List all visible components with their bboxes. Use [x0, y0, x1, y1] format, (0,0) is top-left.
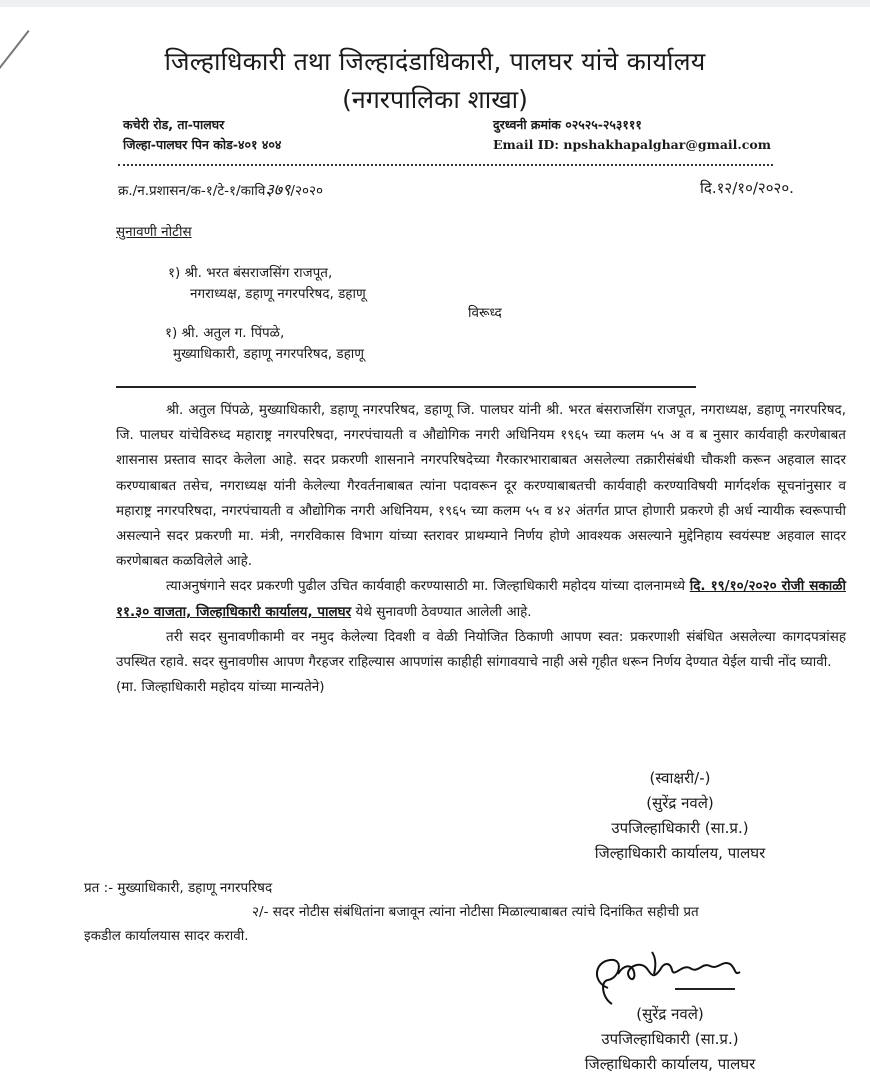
approval-note: (मा. जिल्हाधिकारी महोदय यांच्या मान्यतेने)	[116, 679, 325, 696]
copy-recipient: प्रत :- मुख्याधिकारी, डहाणू नगरपरिषद	[84, 880, 273, 896]
hearing-date-time-place: दि. १९/१०/२०२० रोजी सकाळी ११.३० वाजता, जिल्हाधिकारी कार्यालय, पालघर	[116, 578, 846, 620]
office-title: जिल्हाधिकारी तथा जिल्हादंडाधिकारी, पालघर यांचे कार्यालय	[164, 47, 706, 76]
office-branch: (नगरपालिका शाखा)	[342, 85, 528, 114]
final-signatory-office: जिल्हाधिकारी कार्यालय, पालघर	[584, 1055, 756, 1073]
notice-body	[116, 398, 846, 700]
office-contact	[493, 115, 771, 155]
office-address	[123, 115, 281, 155]
paragraph-2-start: त्याअनुषंगाने सदर प्रकरणी पुढील उचित कार्यवाही करण्यासाठी मा. जिल्हाधिकारी महोदय यांच्या दालनामध्ये	[166, 578, 690, 595]
signatory-designation: उपजिल्हाधिकारी (सा.प्र.)	[611, 819, 749, 837]
reference-suffix: /२०२०	[290, 183, 324, 199]
party-second-title: मुख्याधिकारी, डहाणू नगरपरिषद, डहाणू	[173, 346, 365, 362]
party-second	[165, 323, 364, 365]
final-signatory-designation: उपजिल्हाधिकारी (सा.प्र.)	[601, 1030, 739, 1048]
email-address: Email ID: npshakhapalghar@gmail.com	[493, 137, 771, 152]
final-signature-block	[540, 1002, 800, 1077]
signed-label: (स्वाक्षरी/-)	[649, 769, 711, 787]
reference-prefix: क्र./न.प्रशासन/क-१/टे-१/कावि	[118, 183, 266, 199]
notice-date: दि.१२/१०/२०२०.	[700, 179, 794, 197]
party-first-name: १) श्री. भरत बंसराजसिंग राजपूत,	[168, 265, 333, 281]
signatory-name: (सुरेंद्र नवले)	[646, 794, 714, 812]
handwritten-signature-icon	[590, 948, 760, 1008]
body-paragraph-1: श्री. अतुल पिंपळे, मुख्याधिकारी, डहाणू नगरपरिषद, डहाणू जि. पालघर यांनी श्री. भरत बंसराजसिंग राजपूत, नगराध्यक्ष, डहाणू नगरपरिषद, जि. पालघर यांचेविरुध्द महाराष्ट्र नगरपरिषदा, नगरपंचायती व औद्योगिक नगरी अधिनियम १९६५ च्या कलम ५५ अ व ब नुसार कार्यवाही करणेबाबत शासनास प्रस्ताव सादर केलेला आहे. सदर प्रकरणी शासनाने नगरपरिषदेच्या गैरकारभाराबाबत असलेल्या तक्रारीसंबंधी चौकशी करून अहवाल सादर करण्याबाबत तसेच, नगराध्यक्ष यांनी केलेल्या गैरवर्तनाबाबत त्यांना पदावरून दूर करण्याबाबतची कार्यवाही करण्याविषयी मार्गदर्शक सूचनांनुसार व महाराष्ट्र नगरपरिषदा, नगरपंचायती व औद्योगिक नगरी अधिनियम, १९६५ च्या कलम ५५ व ४२ अंतर्गत प्राप्त होणारी प्रकरणे ही अर्ध न्यायीक स्वरूपाची असल्याने सदर प्रकरणी मा. मंत्री, नगरविकास विभाग यांच्या स्तरावर प्राथम्याने निर्णय होणे आवश्यक असल्याने मुद्देनिहाय स्वयंस्पष्ट अहवाल सादर करणेबाबत कळविलेले आहे.	[116, 402, 846, 570]
body-paragraph-3: तरी सदर सुनावणीकामी वर नमुद केलेल्या दिवशी व वेळी नियोजित ठिकाणी आपण स्वत: प्रकरणाशी संबंधित असलेल्या कागदपत्रांसह उपस्थित रहावे. सदर सुनावणीस आपण गैरहजर राहिल्यास आपणांस काहीही सांगावयाचे नाही असे गृहीत धरून निर्णय देण्यात येईल याची नोंद घ्यावी.	[116, 628, 846, 671]
address-line-2: जिल्हा-पालघर पिन कोड-४०१ ४०४	[123, 137, 282, 152]
section-divider	[116, 386, 696, 388]
copy-instruction-line-1: २/- सदर नोटीस संबंधितांना बजावून त्यांना नोटीसा मिळाल्याबाबत त्यांचे दिनांकित सहीची प्रत	[252, 904, 699, 920]
reference-number	[118, 178, 323, 200]
copy-to-section	[84, 876, 764, 948]
signature-underline	[675, 988, 735, 990]
reference-handwritten-number: ३७९	[265, 180, 291, 199]
body-paragraph-2	[116, 574, 846, 624]
phone-number: दुरध्वनी क्रमांक ०२५२५-२५३१११	[493, 117, 642, 132]
versus-label: विरूध्द	[468, 305, 502, 321]
notice-subject: सुनावणी नोटीस	[116, 224, 192, 240]
party-first	[168, 263, 366, 305]
paragraph-2-end: येथे सुनावणी ठेवण्यात आलेली आहे.	[351, 603, 532, 620]
final-signatory-name: (सुरेंद्र नवले)	[636, 1005, 704, 1023]
address-line-1: कचेरी रोड, ता-पालघर	[123, 117, 225, 132]
header-divider	[118, 164, 773, 166]
signature-block	[560, 766, 800, 866]
party-second-name: १) श्री. अतुल ग. पिंपळे,	[165, 325, 285, 341]
copy-instruction-line-2: इकडील कार्यालयास सादर करावी.	[84, 928, 249, 944]
signatory-office: जिल्हाधिकारी कार्यालय, पालघर	[594, 844, 766, 862]
party-first-title: नगराध्यक्ष, डहाणू नगरपरिषद, डहाणू	[190, 286, 366, 302]
